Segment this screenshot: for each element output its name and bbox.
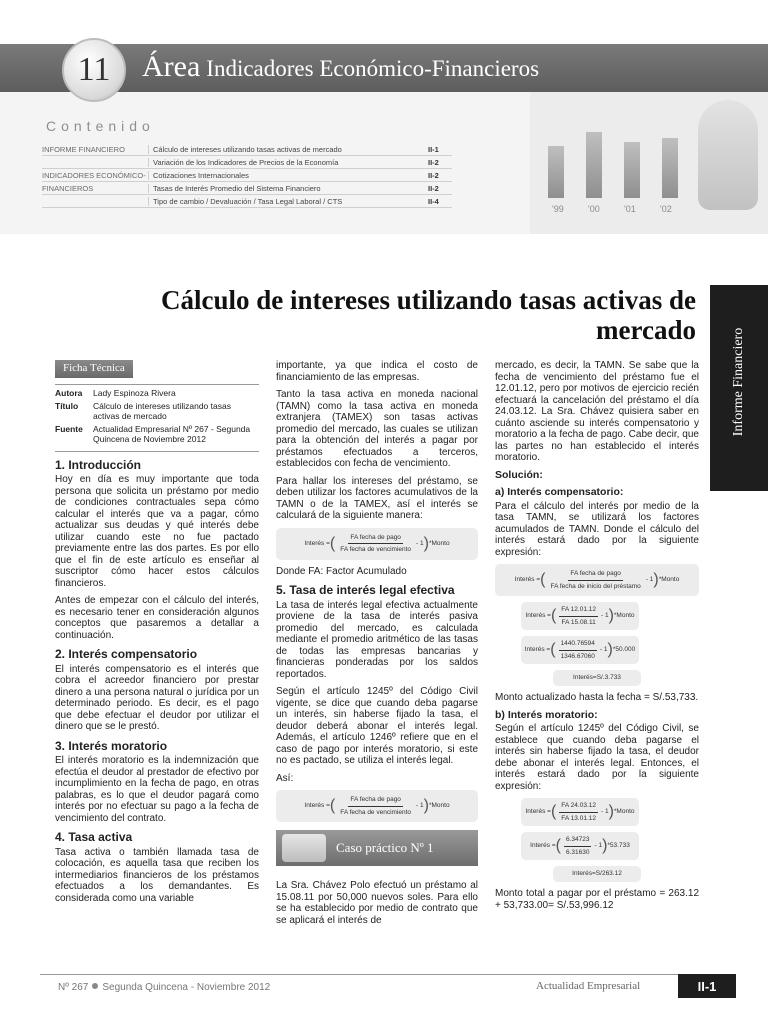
paragraph: Antes de empezar con el cálculo del interés, es necesario tener en consideración algunos conceptos que pasaremos a detallar a continuación.	[55, 595, 259, 641]
ficha-value: Actualidad Empresarial Nº 267 - Segunda Quincena de Noviembre 2012	[93, 423, 251, 444]
toc-section: FINANCIEROS	[42, 183, 94, 193]
heading-interes-compensatorio-a: a) Interés compensatorio:	[495, 486, 624, 498]
formula-denominator: FA fecha de vencimiento	[340, 546, 412, 553]
formula-minus: - 1	[600, 808, 609, 816]
toc-page: II-2	[428, 170, 439, 180]
paren-icon: (	[550, 607, 557, 624]
people-icon	[282, 834, 326, 862]
formula-numerator: FA 12.01.12	[559, 604, 598, 617]
illustration-year-label: '02	[660, 204, 672, 214]
toc-item: Tasas de Interés Promedio del Sistema Financiero	[148, 184, 428, 193]
ficha-key: Autora	[55, 387, 83, 398]
footer-divider	[40, 974, 680, 975]
section-name: Indicadores Económico-Financieros	[206, 56, 540, 81]
paren-icon: (	[550, 803, 557, 820]
paren-icon: )	[607, 641, 613, 658]
formula-minus: - 1	[416, 802, 424, 810]
formula-rhs: *Monto	[613, 808, 635, 816]
formula-rhs: *50.000	[612, 646, 636, 654]
paragraph: Según el artículo 1245º del Código Civil vigente, se dice que cuando deba pagarse un interés, sin haberse fijado la tasa, el deudor deberá abonar el interés legal. Además, el artículo 1246º refiere que en el caso de pago por interés moratorio, si este no es pactado, se utiliza el interés legal.	[276, 686, 478, 766]
formula-lhs: Interés =	[525, 808, 551, 816]
toc-page: II-4	[428, 196, 439, 206]
formula-rhs: *Monto	[428, 802, 450, 810]
paragraph: La tasa de interés legal efectiva actualmente proviene de la tasa de interés pasiva promedio del mercado, es calculada mediante el promedio aritmético de las tasas de todas las empresas bancarias y financieras ponderadas por los saldos reportados.	[276, 599, 478, 680]
page-number: II-1	[678, 974, 736, 998]
toc-page: II-2	[428, 183, 439, 193]
formula-denominator: FA fecha de inicio del préstamo	[550, 582, 641, 590]
heading-interes-moratorio-b: b) Interés moratorio:	[495, 708, 598, 721]
formula-lhs: Interés =	[525, 612, 551, 620]
footer-issue-number: Nº 267	[58, 982, 89, 993]
formula-minus: - 1	[600, 612, 609, 620]
article-title: Cálculo de intereses utilizando tasas activas de mercado	[161, 285, 696, 345]
paren-icon: )	[602, 837, 608, 854]
result-box	[553, 866, 641, 882]
formula-fraction	[559, 800, 598, 824]
side-tab-label: Informe Financiero	[731, 327, 746, 437]
formula-box	[521, 636, 639, 664]
formula-denominator: FA 15.08.11	[561, 618, 596, 626]
toc-row[interactable]	[42, 156, 452, 169]
ficha-key: Título	[55, 400, 79, 411]
formula-lhs: Interés =	[304, 802, 330, 810]
formula-box	[521, 602, 639, 630]
section-area-word: Área	[142, 50, 201, 83]
paren-icon: )	[653, 571, 659, 588]
paragraph: Según el artículo 1245º del Código Civil, se establece que cuando deba pagarse el interés sin haberse fijado la tasa, el deudor debe abonar el interés legal. Entonces, el interés estará dado por la siguiente expresión:	[495, 723, 699, 792]
formula-minus: - 1	[594, 842, 603, 850]
result-box	[553, 670, 641, 686]
paragraph: Tasa activa o también llamada tasa de colocación, es aquella tasa que reciben los intermediarios financieros de los préstamos efectuados a los demandantes. Es considerada como una variable	[55, 846, 259, 904]
formula-rhs: *53.733	[607, 842, 630, 850]
formula-numerator: 6.34723	[564, 834, 592, 847]
formula-box	[276, 790, 478, 822]
toc-row[interactable]	[42, 143, 452, 156]
paren-icon: )	[608, 803, 614, 820]
bullet-icon	[92, 983, 98, 989]
paragraph: Tanto la tasa activa en moneda nacional (TAMN) como la tasa activa en moneda extranjera (TAMEX) son tasas activas promedio del mercado, las cuales se utilizan para la obtención del interés a pagar por préstamos efectuados a terceros, establecidos con fecha de vencimiento.	[276, 389, 478, 469]
formula-note: Donde FA: Factor Acumulado	[276, 565, 407, 577]
toc-row[interactable]	[42, 169, 452, 182]
ficha-heading: Ficha Técnica	[55, 360, 133, 378]
formula-rhs: *Monto	[428, 539, 450, 547]
ficha-box	[55, 384, 259, 452]
formula-lhs: Interés =	[304, 539, 330, 547]
footer-issue	[58, 982, 270, 993]
paragraph: Para hallar los intereses del préstamo, se deben utilizar los factores acumulativos de la TAMN o de la TAMEX, así el interés se calculará de la siguiente manera:	[276, 475, 478, 521]
illustration-year-label: '99	[552, 204, 564, 214]
formula-box	[521, 832, 639, 860]
formula-numerator: FA fecha de pago	[568, 568, 623, 581]
heading-interes-moratorio: 3. Interés moratorio	[55, 738, 168, 753]
formula-denominator: FA 13.01.12	[561, 814, 596, 822]
formula-lhs: Interés =	[524, 646, 551, 654]
chapter-badge	[62, 38, 126, 102]
footer-period: Segunda Quincena - Noviembre 2012	[102, 982, 271, 993]
footer-publication: Actualidad Empresarial	[536, 980, 641, 992]
toc-row[interactable]	[42, 195, 452, 208]
formula-box	[276, 528, 478, 560]
formula-denominator: 1346.67060	[560, 652, 595, 660]
toc-item: Cotizaciones Internacionales	[148, 171, 428, 180]
illustration-year-label: '00	[588, 204, 600, 214]
paren-icon: (	[540, 571, 546, 588]
paren-icon: )	[423, 797, 429, 814]
heading-solucion: Solución:	[495, 468, 543, 481]
formula-fraction	[564, 834, 592, 858]
caso-practico-banner	[276, 830, 478, 866]
formula-minus: - 1	[645, 576, 654, 584]
formula-fraction	[338, 794, 413, 818]
formula-lhs: Interés =	[514, 576, 541, 584]
ficha-row	[55, 424, 259, 444]
heading-tasa-legal: 5. Tasa de interés legal efectiva	[276, 583, 455, 597]
toc-section: INFORME FINANCIERO	[42, 144, 125, 154]
paragraph: Monto total a pagar por el préstamo = 263.12 + 53,733.00= S/.53,996.12	[495, 888, 699, 911]
illustration-bar	[662, 138, 678, 198]
column-2	[276, 360, 478, 932]
formula-numerator: FA 24.03.12	[559, 800, 598, 813]
paragraph: La Sra. Chávez Polo efectuó un préstamo al 15.08.11 por 50,000 nuevos soles. Para ello se ha establecido por medio de contrato que se aplicará el interés de	[276, 880, 478, 926]
formula-minus: - 1	[599, 646, 608, 654]
heading-introduccion: 1. Introducción	[55, 457, 142, 472]
illustration-bar	[586, 132, 602, 198]
toc-page: II-1	[428, 144, 439, 154]
chapter-number: 11	[77, 51, 111, 88]
chart-illustration	[530, 92, 768, 234]
column-1	[55, 360, 259, 910]
formula-box	[495, 564, 699, 596]
formula-numerator: FA fecha de pago	[348, 794, 403, 807]
paren-icon: (	[329, 534, 336, 552]
heading-interes-compensatorio: 2. Interés compensatorio	[55, 647, 198, 661]
formula-fraction	[559, 638, 597, 662]
formula-rhs: *Monto	[613, 612, 635, 620]
ficha-value: Cálculo de intereses utilizando tasas activas de mercado	[93, 400, 231, 421]
formula-rhs: *Monto	[658, 576, 680, 584]
paragraph: Así:	[276, 772, 294, 784]
heading-tasa-activa: 4. Tasa activa	[55, 830, 133, 844]
formula-numerator: 1440.76594	[559, 638, 597, 651]
ficha-row	[55, 388, 259, 398]
paragraph: Para el cálculo del interés por medio de la tasa TAMN, se utilizará los factores acumulados de TAMN. Donde el cálculo del interés estará dado por la siguiente expresión:	[495, 500, 699, 558]
hand-illustration	[698, 100, 758, 210]
paragraph: El interés moratorio es la indemnización que efectúa el deudor al prestador de efectivo por incumplimiento en la fecha de pago, en otras palabras, es lo que el deudor pagará como interés por no efectuar su pago a la fecha de vencimiento del contrato.	[55, 755, 259, 824]
ficha-row	[55, 401, 259, 421]
paragraph: El interés compensatorio es el interés que cobra el acreedor financiero por prestar dinero a una persona natural o jurídica por un determinado periodo. Es decir, es el pago que debe efectuar el deudor por utilizar el dinero que se le prestó.	[55, 663, 259, 732]
paren-icon: )	[423, 534, 429, 552]
formula-denominator: 6.31630	[565, 848, 590, 856]
illustration-year-label: '01	[624, 204, 636, 214]
toc-item: Variación de los Indicadores de Precios de la Economía	[148, 158, 428, 167]
paren-icon: )	[608, 607, 614, 624]
formula-numerator: FA fecha de pago	[348, 532, 403, 545]
column-3	[495, 360, 699, 917]
formula-minus: - 1	[416, 539, 424, 547]
contents-label: Contenido	[46, 118, 155, 134]
toc-row[interactable]	[42, 182, 452, 195]
paragraph: importante, ya que indica el costo de financiamiento de las empresas.	[276, 360, 478, 383]
ficha-value: Lady Espinoza Rivera	[93, 387, 176, 398]
toc-item: Tipo de cambio / Devaluación / Tasa Legal Laboral / CTS	[148, 197, 428, 206]
paren-icon: (	[555, 837, 561, 854]
toc-section: INDICADORES ECONÓMICO-	[42, 170, 146, 180]
formula-lhs: Interés =	[530, 842, 556, 850]
caso-practico-title: Caso práctico Nº 1	[336, 840, 434, 856]
formula-denominator: FA fecha de vencimiento	[340, 808, 412, 816]
paren-icon: (	[550, 641, 556, 658]
formula-fraction	[548, 568, 642, 592]
result-value: Interés=S/.3.733	[573, 674, 621, 682]
result-value: Interés=S/263.12	[572, 870, 622, 878]
toc-page: II-2	[428, 157, 439, 167]
paren-icon: (	[329, 797, 336, 814]
formula-box	[521, 798, 639, 826]
ficha-key: Fuente	[55, 423, 83, 434]
section-title	[142, 50, 539, 84]
contents-table	[42, 143, 452, 208]
paragraph: mercado, es decir, la TAMN. Se sabe que la fecha de vencimiento del préstamo fue el 12.01.12, pero por motivos de ejercicio recién efectuará la cancelación del préstamo el día 24.03.12. La Sra. Chávez quisiera saber en cuánto asciende su interés compensatorio y moratorio a la fecha de pago. Cabe decir, que las partes no han establecido el interés moratorio.	[495, 360, 699, 463]
illustration-bar	[624, 142, 640, 198]
formula-fraction	[338, 532, 413, 556]
paragraph: Monto actualizado hasta la fecha = S/.53,733.	[495, 692, 699, 703]
formula-fraction	[559, 604, 598, 628]
paragraph: Hoy en día es muy importante que toda persona que solicita un préstamo por medio de condiciones contractuales sepa cómo calcular el interés que va a pagar, cómo actualizar sus deudas y qué interés debe utilizar cuando este no fue pactado previamente entre las dos partes. Es por ello que el fin de este artículo es enseñar al suscriptor cómo hacer estos cálculos financieros.	[55, 474, 259, 589]
toc-item: Cálculo de intereses utilizando tasas activas de mercado	[148, 145, 428, 154]
illustration-bar	[548, 146, 564, 198]
